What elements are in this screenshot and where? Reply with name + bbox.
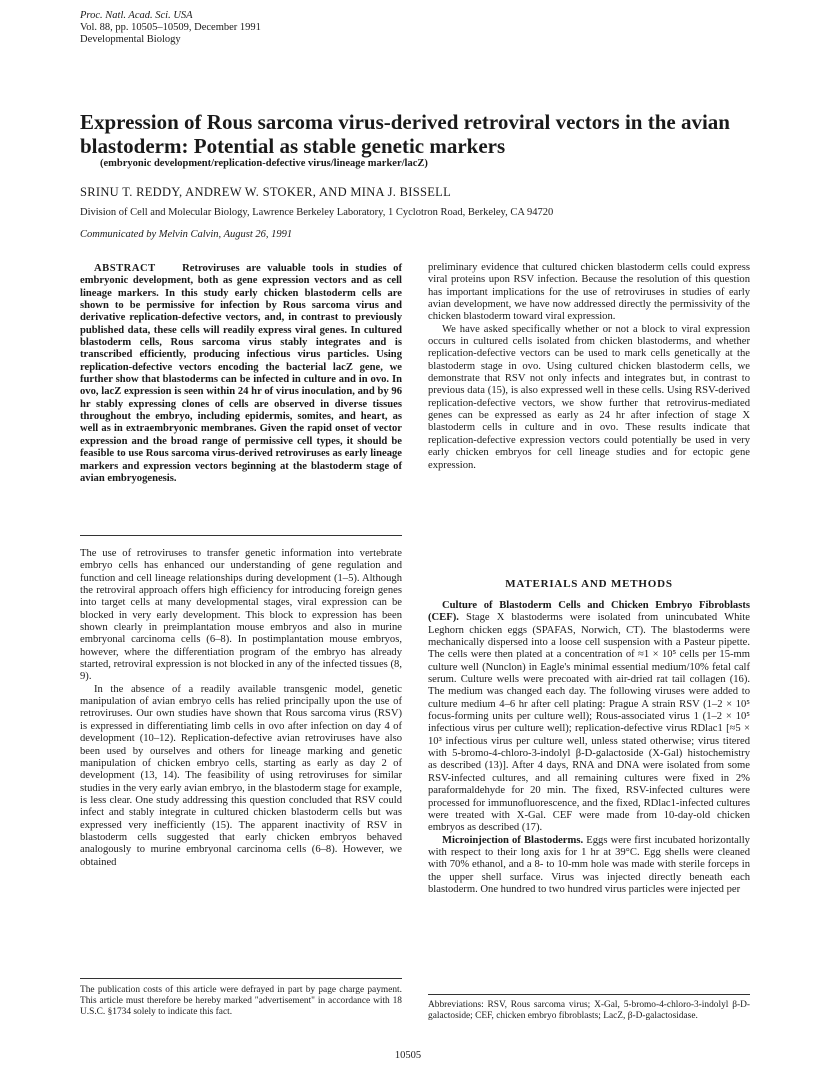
footnote-abbreviations: Abbreviations: RSV, Rous sarcoma virus; X-Gal, 5-bromo-4-chloro-3-indolyl β-D-galactoside; CEF, chicken embryo fibroblasts; LacZ, β-D-galactosidase.	[428, 1000, 750, 1022]
introduction	[80, 548, 402, 869]
methods-paragraph-1	[428, 600, 750, 835]
journal-section: Developmental Biology	[80, 34, 181, 45]
keywords: (embryonic development/replication-defective virus/lineage marker/lacZ)	[100, 158, 428, 169]
authors: SRINU T. REDDY, ANDREW W. STOKER, AND MINA J. BISSELL	[80, 185, 452, 199]
paper-title: Expression of Rous sarcoma virus-derived retroviral vectors in the avian blastoderm: Potential as stable genetic markers	[80, 110, 730, 158]
methods-subhead-microinjection: Microinjection of Blastoderms.	[442, 834, 584, 846]
methods-subhead-culture: Culture of Blastoderm Cells and Chicken Embryo Fibroblasts (CEF).	[428, 600, 750, 624]
affiliation: Division of Cell and Molecular Biology, Lawrence Berkeley Laboratory, 1 Cyclotron Road, Berkeley, CA 94720	[80, 207, 554, 218]
abstract-label: ABSTRACT	[94, 263, 156, 274]
introduction-continued	[428, 262, 750, 472]
methods-heading: MATERIALS AND METHODS	[505, 578, 673, 590]
intro-paragraph-2: In the absence of a readily available transgenic model, genetic manipulation of avian embryo cells has relied principally upon the use of retroviruses. Our own studies have shown that Rous sarcoma virus (RSV) is expressed in differentiating limb cells in ovo after infection on day 4 of development (10–12). Replication-defective avian retroviruses have also been used by ourselves and others for lineage marking and genetic manipulation of chicken embryo cells, starting as early as day 2 of development (13, 14). The feasibility of using retroviruses for similar studies in the very early avian embryo, in the blastoderm stage for example, is less clear. One study addressing this question concluded that RSV could infect and stably integrate in cultured chicken blastoderm cells but was expressed very inefficiently (15). The apparent inactivity of RSV in blastoderm cells suggested that early chicken embryos behaved analogously to murine embryonal carcinoma cells (6–8). However, we obtained	[80, 683, 402, 868]
methods-section	[428, 600, 750, 896]
abstract-text: Retroviruses are valuable tools in studies of embryonic development, both as gene expression vectors and as cell lineage markers. In this study early chicken blastoderm cells are shown to be permissive for infection by Rous sarcoma virus and derivative replication-defective vectors, and, in contrast to previously published data, these cells will readily express viral genes. In cultured blastoderm cells, Rous sarcoma virus stably integrates and is transcribed efficiently, producing infectious virus particles. Using replication-defective vectors encoding the bacterial lacZ gene, we further show that blastoderms can be infected in culture and in ovo. In ovo, lacZ expression is seen within 24 hr of virus inoculation, and by 96 hr stably expressing clones of cells are observed in diverse tissues throughout the embryo, including epidermis, somites, and heart, as well as in extraembryonic membranes. Given the rapid onset of vector expression and the broad range of permissive cell types, it should be feasible to use Rous sarcoma virus-derived retroviruses as early lineage markers and expression vectors beginning at the blastoderm stage of avian embryogenesis.	[80, 263, 402, 484]
journal-header	[80, 10, 261, 46]
page-number: 10505	[394, 1050, 422, 1061]
footnote-divider-left	[80, 978, 402, 979]
methods-text-culture: Stage X blastoderms were isolated from unincubated White Leghorn chicken eggs (SPAFAS, Norwich, CT). The blastoderms were mechanically dispersed into a loose cell suspension with a Pasteur pipette. The cells were then plated at a concentration of ≈1 × 10⁵ cells per 15-mm culture well (Nunclon) in Eagle's minimal essential medium/10% fetal calf serum. Culture wells were precoated with air-dried rat tail collagen (16). The medium was changed each day. The following viruses were added to culture medium 4–6 hr after cell plating: Prague A strain RSV (1–2 × 10⁵ focus-forming units per culture well); Rous-associated virus 1 (1–2 × 10⁵ infectious virus per culture well); replication-defective virus RDlac1 [≈5 × 10³ infectious virus per culture well, unless stated otherwise; virus titered with 5-bromo-4-chloro-3-indolyl β-D-galactoside (X-Gal) histochemistry as described (13)]. After 4 days, RNA and DNA were isolated from some RSV-infected cultures, and all remaining cultures were fixed in 2% paraformaldehyde for 20 min. The fixed, RSV-infected cultures were processed for immunofluorescence, and the fixed, RDlac1-infected cultures were treated with X-Gal. CEF were made from 10-day-old chicken embryos as described (17).	[428, 612, 750, 834]
journal-volume: Vol. 88, pp. 10505–10509, December 1991	[80, 22, 261, 33]
methods-text-microinjection: Eggs were first incubated horizontally with respect to their long axis for 1 hr at 39°C. Egg shells were cleaned with 70% ethanol, and a 8- to 10-mm hole was made with sterile forceps in the upper shell surface. Virus was injected directly beneath each blastoderm. One hundred to two hundred virus particles were injected per	[428, 834, 750, 895]
methods-paragraph-2	[428, 835, 750, 897]
intro-paragraph-4: We have asked specifically whether or not a block to viral expression occurs in cultured cells isolated from chicken blastoderms, and whether replication-defective vectors can be used to mark cells genetically at the blastoderm stage in ovo. Using cultured chicken blastoderm cells, we demonstrate that RSV not only infects and integrates but, in contrast to previous data (15), is also expressed well in these cells. Using RSV-derived replication-defective vectors, we show further that retrovirus-mediated genes can be expressed as early as 24 hr after infection of stage X blastoderm cells in culture and in ovo. These results indicate that replication-defective expression vectors could potentially be used in very early chicken embryos for cell lineage studies and for ectopic gene expression.	[428, 323, 750, 471]
communicated-by: Communicated by Melvin Calvin, August 26, 1991	[80, 229, 293, 240]
intro-paragraph-3: preliminary evidence that cultured chicken blastoderm cells could express viral proteins upon RSV infection. Because the resolution of this question has important implications for the use of retroviruses in studies of early avian development, we have now addressed directly the permissivity of the chicken blastoderm toward viral expression.	[428, 262, 750, 323]
abstract-divider	[80, 535, 402, 536]
footnote-divider-right	[428, 994, 750, 995]
intro-paragraph-1: The use of retroviruses to transfer genetic information into vertebrate embryo cells has enhanced our understanding of gene regulation and function and cell lineage relationships during development (1–5). Although the retroviral approach offers high efficiency for introducing foreign genes into target cells at many developmental stages, viral expression can be blocked in very early development. This block to expression has been shown clearly in preimplantation mouse embryos and also in murine embryonal carcinoma cells (6–8). In postimplantation mouse embryos, however, where the differentiation program of the embryo has already started, retroviral expression is not blocked in any of the infected tissues (8, 9).	[80, 548, 402, 683]
abstract	[80, 263, 402, 485]
journal-name: Proc. Natl. Acad. Sci. USA	[80, 10, 193, 21]
footnote-publication-costs: The publication costs of this article were defrayed in part by page charge payment. This article must therefore be hereby marked "advertisement" in accordance with 18 U.S.C. §1734 solely to indicate this fact.	[80, 985, 402, 1018]
